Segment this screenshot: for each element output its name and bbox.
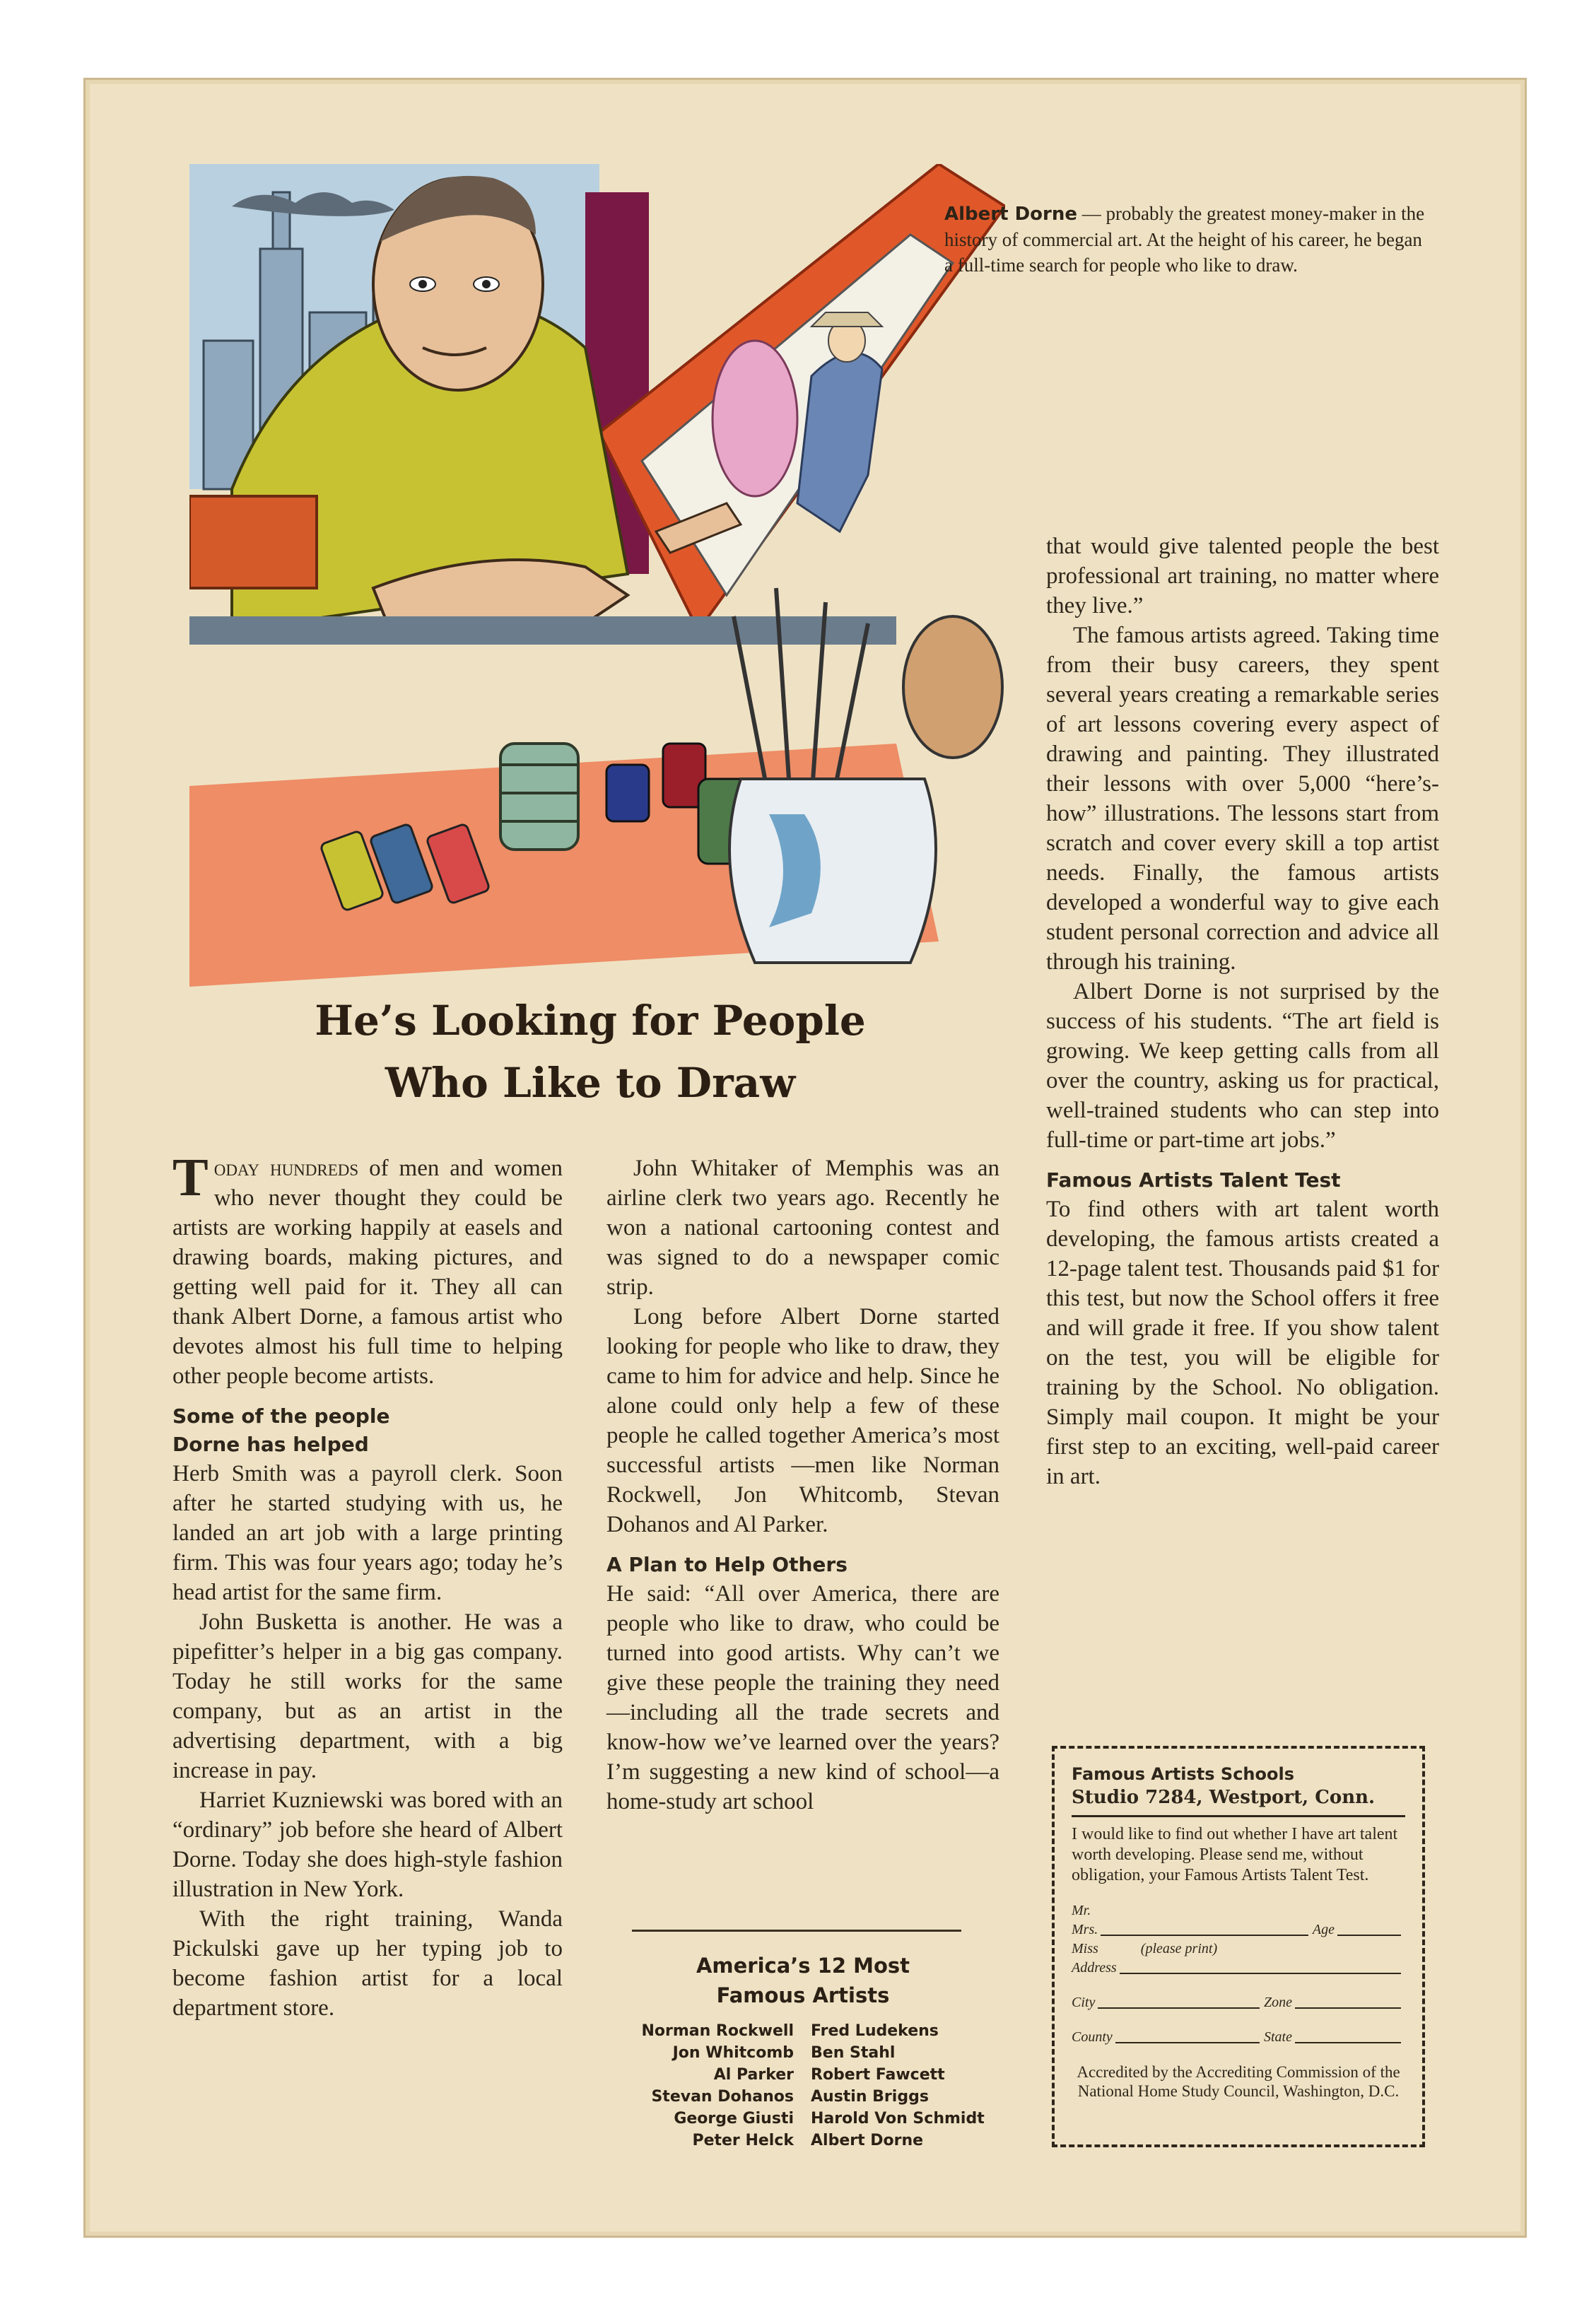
headline-line-2: Who Like to Draw — [385, 1059, 796, 1107]
subheading-plan: A Plan to Help Others — [606, 1553, 848, 1576]
artists-list-title — [606, 1951, 999, 2010]
paragraph-harriet-kuzniewski: Harriet Kuzniewski was bored with an “ordinary” job before she heard of Albert Dorne. Today she does high-style fashion illustration in New York. — [172, 1788, 563, 1902]
artist-name: Austin Briggs — [811, 2088, 929, 2106]
paragraph-john-whitaker: John Whitaker of Memphis was an airline clerk two years ago. Recently he won a national cartooning contest and was signed to do a newspaper comic strip. — [606, 1156, 999, 1300]
subheading-line-2: Dorne has helped — [172, 1433, 369, 1456]
county-label: County — [1072, 2029, 1113, 2045]
illustration-caption — [944, 201, 1432, 278]
artists-title-line-2: Famous Artists — [716, 1983, 890, 2007]
age-label: Age — [1312, 1922, 1335, 1937]
paragraph-wanda-pickulski: With the right training, Wanda Pickulski gave up her typing job to become fashion artist for a local department store. — [172, 1906, 563, 2021]
mrs-label: Mrs. — [1072, 1922, 1098, 1937]
paragraph-john-busketta: John Busketta is another. He was a pipefitter’s helper in a big gas company. Today he still works for the same company, but as an artist in the advertising department, with a big increase in pay. — [172, 1609, 563, 1783]
miss-label: Miss — [1072, 1941, 1098, 1956]
caption-name: Albert Dorne — [944, 204, 1077, 225]
subheading-line-1: Some of the people — [172, 1404, 390, 1428]
paragraph-he-said: He said: “All over America, there are people who like to draw, who could be turned into good artists. Why can’t we give these people the training they need—including all the trade secrets and know-how we’ve learned over the years? I’m suggesting a new kind of school—a home-study art school — [606, 1581, 999, 1814]
paragraph-herb-smith: Herb Smith was a payroll clerk. Soon after he started studying with us, he landed an art job with a large printing firm. This was four years ago; today he’s head artist for the same firm. — [172, 1461, 563, 1605]
coupon-mrs-age-field[interactable] — [1072, 1920, 1405, 1939]
artist-name: Peter Helck — [692, 2132, 794, 2149]
state-label: State — [1264, 2029, 1292, 2045]
artist-name: Ben Stahl — [811, 2044, 896, 2062]
intro-text: of men and women who never thought they could be artists are working happily at easels and drawing boards, making pictures, and getting well paid for it. They all can thank Albert Dorne, a famous artist who devotes almost his full time to helping other people become artists. — [172, 1156, 563, 1389]
paragraph-continued: that would give talented people the best professional art training, no matter where they live.” — [1046, 534, 1439, 618]
artists-list — [601, 2020, 1004, 2152]
headline-line-1: He’s Looking for People — [315, 997, 866, 1045]
subheading-talent-test: Famous Artists Talent Test — [1046, 1168, 1341, 1192]
artist-name: Robert Fawcett — [811, 2066, 945, 2084]
divider-rule — [632, 1930, 961, 1932]
article-column-1 — [172, 1148, 563, 2023]
artist-name: Al Parker — [713, 2066, 794, 2084]
ad-headline — [184, 990, 997, 1114]
paragraph-talent-test: To find others with art talent worth developing, the famous artists created a 12-page talent test. Thousands paid $1 for this test, but now the School offers it free and will grade it free. If you show talent on the test, you will be eligible for training by the School. No obligation. Simply mail coupon. It might be your first step to an exciting, well-paid career in art. — [1046, 1197, 1439, 1489]
city-label: City — [1072, 1995, 1096, 2010]
coupon-school-name: Famous Artists Schools — [1072, 1764, 1294, 1784]
address-label: Address — [1072, 1960, 1117, 1976]
caption-text: — probably the greatest money-maker in the history of commercial art. At the height of his career, he began a full-time search for people who like to draw. — [944, 203, 1425, 276]
artists-title-line-1: America’s 12 Most — [696, 1954, 910, 1978]
intro-paragraph — [172, 1148, 563, 1391]
coupon-address-field[interactable] — [1072, 1959, 1405, 1978]
coupon-request-text: I would like to find out whether I have art talent worth developing. Please send me, without obligation, your Famous Artists Talent Test. — [1072, 1825, 1398, 1884]
coupon-miss-field[interactable] — [1072, 1939, 1405, 1959]
coupon-county-state-field[interactable] — [1072, 2028, 1405, 2047]
mr-label: Mr. — [1072, 1903, 1091, 1918]
artist-name: George Giusti — [674, 2110, 794, 2128]
please-print-label: (please print) — [1140, 1941, 1218, 1956]
zone-label: Zone — [1264, 1995, 1292, 2010]
mail-in-coupon[interactable] — [1052, 1746, 1425, 2147]
article-column-3 — [1046, 532, 1439, 1491]
coupon-accreditation: Accredited by the Accrediting Commission of the National Home Study Council, Washington, D.C. — [1077, 2063, 1400, 2100]
artist-name: Norman Rockwell — [641, 2022, 794, 2040]
drop-cap: T — [172, 1148, 209, 1207]
artist-name: Jon Whitcomb — [672, 2044, 794, 2062]
coupon-city-zone-field[interactable] — [1072, 1993, 1405, 2012]
article-column-2 — [606, 1154, 999, 1817]
artist-name: Albert Dorne — [811, 2132, 924, 2149]
albert-dorne-illustration — [189, 164, 1005, 987]
paragraph-not-surprised: Albert Dorne is not surprised by the success of his students. “The art field is growing. We keep getting calls from all over the country, asking us for practical, well-trained students who can step into full-time or part-time art jobs.” — [1046, 979, 1439, 1153]
artist-name: Harold Von Schmidt — [811, 2110, 985, 2128]
lead-small-caps: oday hundreds — [213, 1156, 359, 1181]
paragraph-long-before: Long before Albert Dorne started looking for people who like to draw, they came to him for advice and help. Since he alone could only help a few of these people he called together America’s most successful artists —men like Norman Rockwell, Jon Whitcomb, Stevan Dohanos and Al Parker. — [606, 1304, 999, 1537]
paragraph-artists-agreed: The famous artists agreed. Taking time from their busy careers, they spent several years creating a remarkable series of art lessons covering every aspect of drawing and painting. They illustrated their lessons with over 5,000 “here’s-how” illustrations. The lessons start from scratch and cover every skill a top artist needs. Finally, the famous artists developed a wonderful way to give each student personal correction and advice all through his training. — [1046, 623, 1439, 975]
artist-name: Fred Ludekens — [811, 2022, 939, 2040]
coupon-studio-address: Studio 7284, Westport, Conn. — [1072, 1785, 1405, 1817]
coupon-mr-field[interactable] — [1072, 1901, 1405, 1920]
artist-name: Stevan Dohanos — [651, 2088, 794, 2106]
